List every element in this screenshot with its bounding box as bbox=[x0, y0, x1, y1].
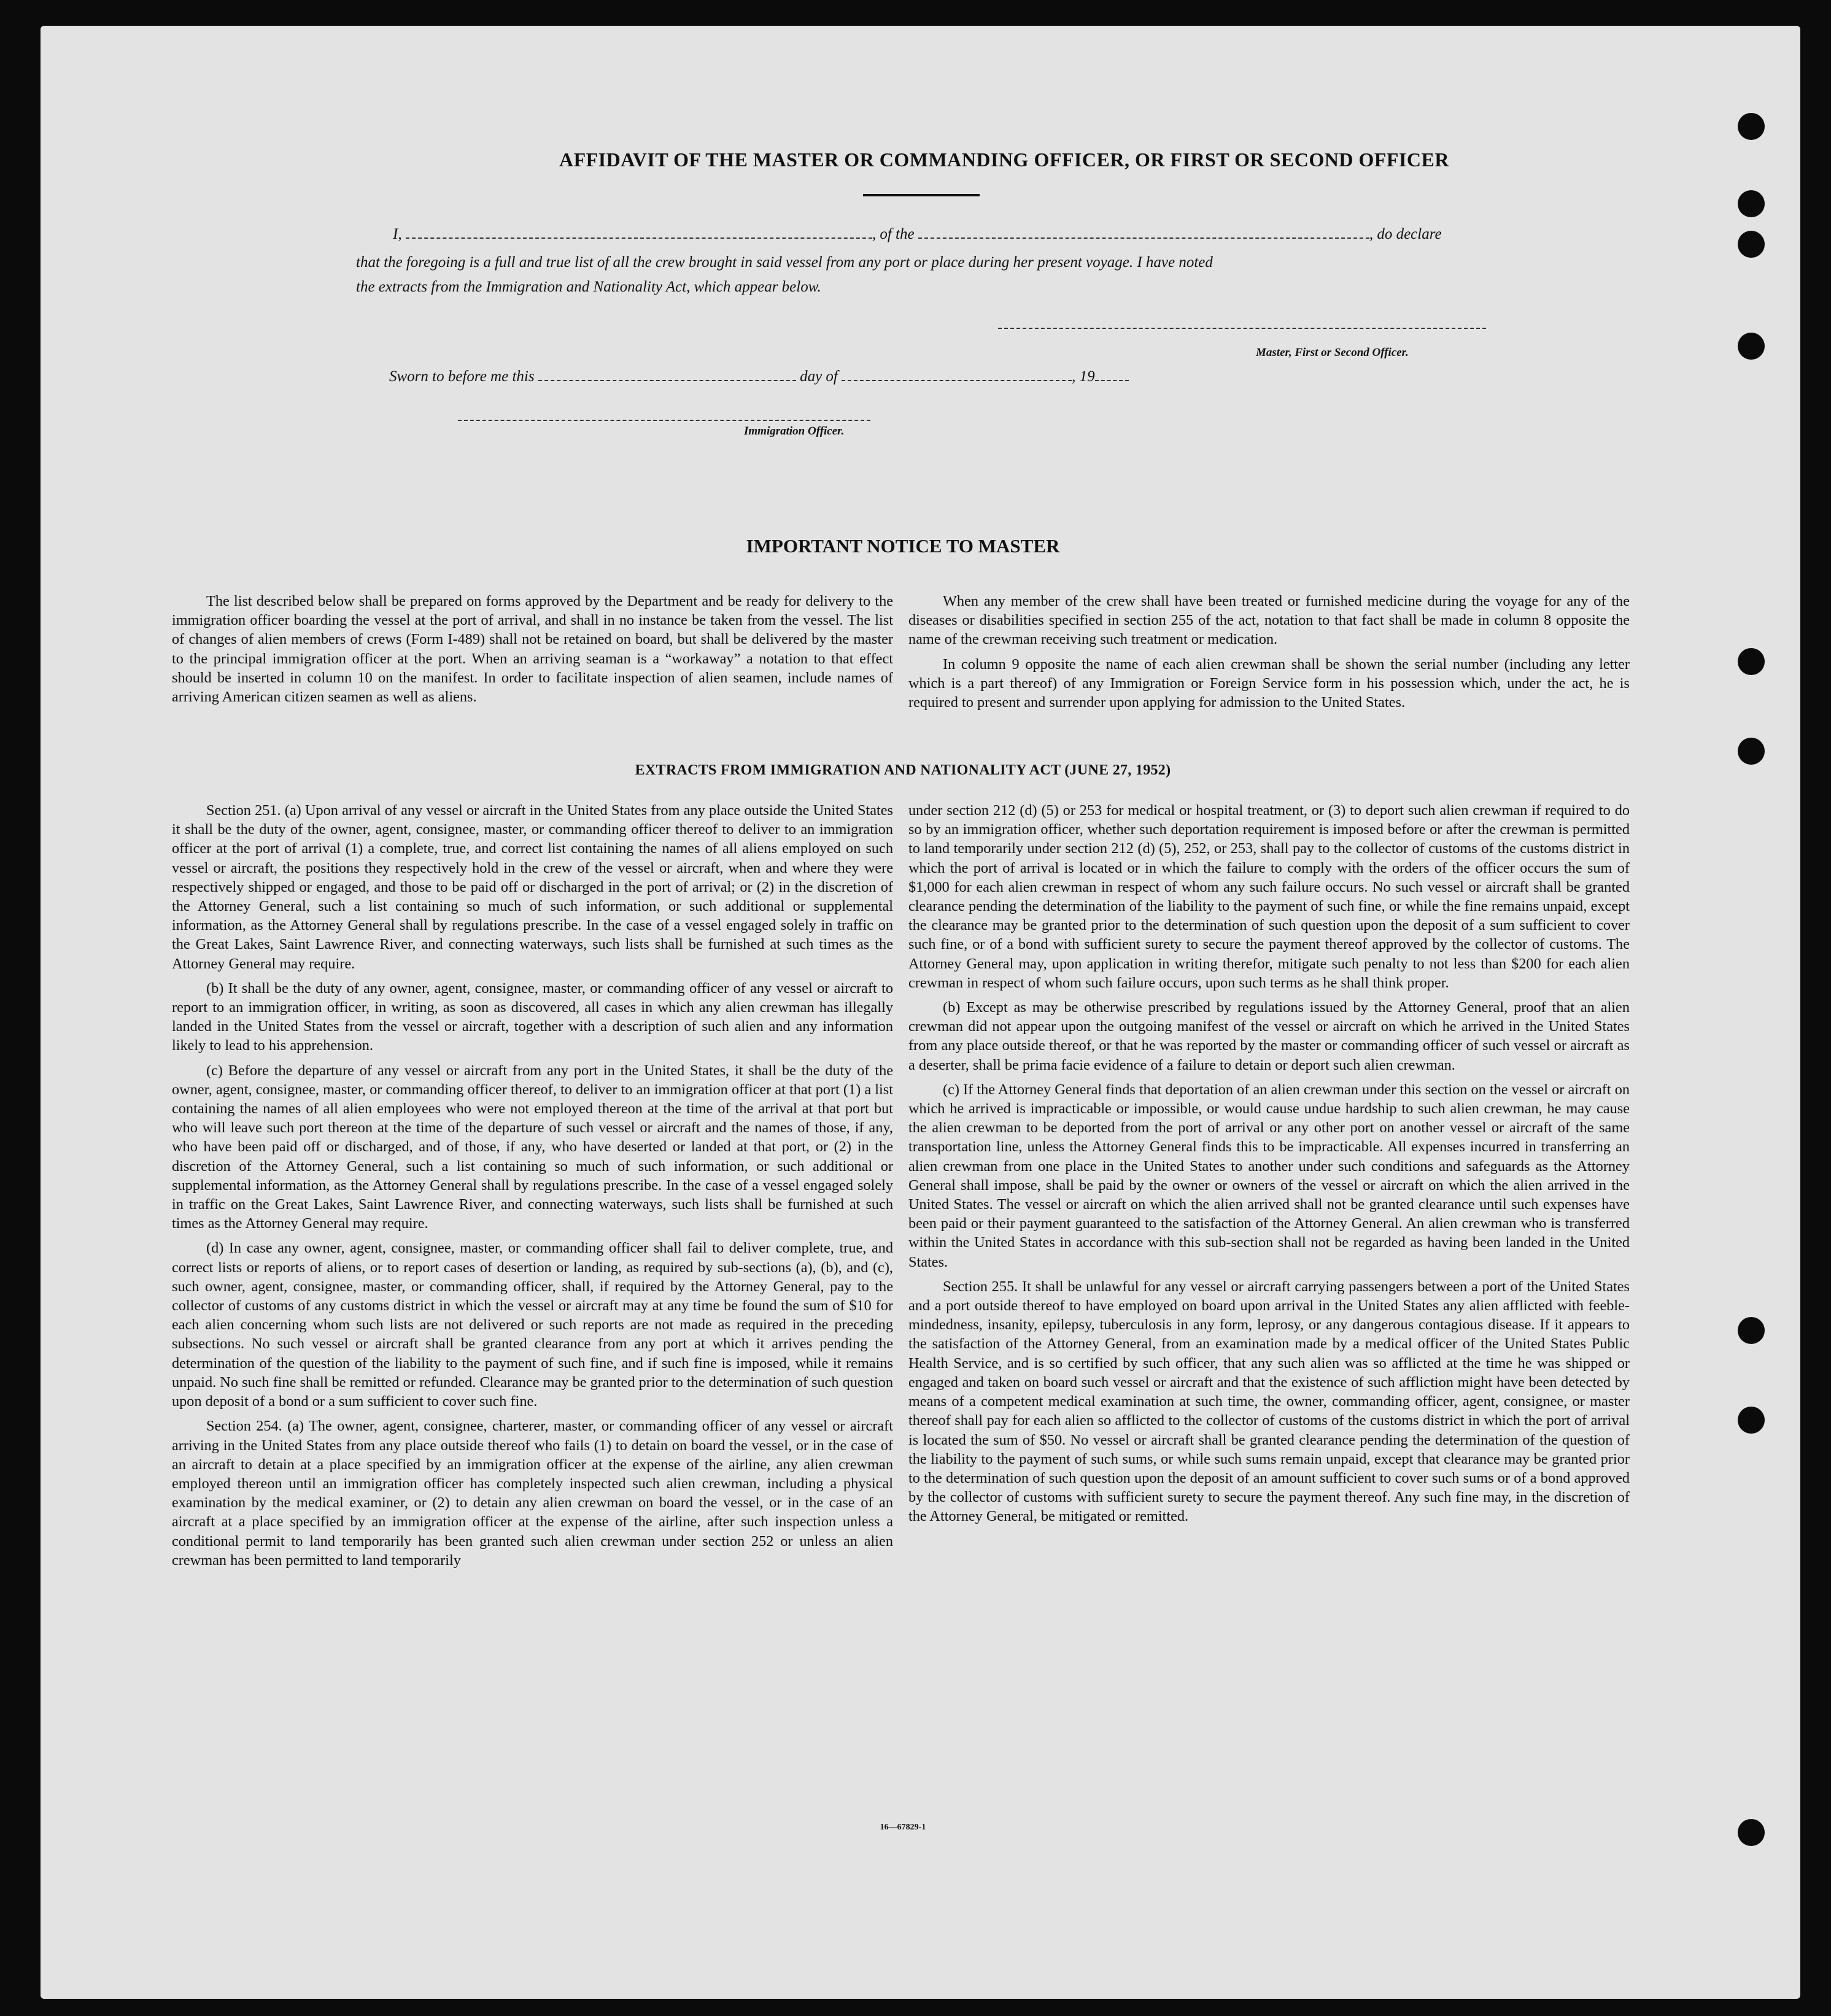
officer-signature-line[interactable] bbox=[458, 420, 870, 421]
extract-paragraph: Section 251. (a) Upon arrival of any vessel or aircraft in the United States from any place outside the United States it shall be the duty of the owner, agent, consignee, master, or commanding officer thereof to deliver to an immigration officer at the port of arrival (1) a complete, true, and correct list containing the names of all aliens employed on such vessel or aircraft, the positions they respectively hold in the crew of the vessel or aircraft, when and where they were respectively shipped or engaged, and those to be paid off or discharged in the port of arrival; or (2) in the discretion of the Attorney General, such a list containing so much of such information, or such additional or supplemental information, as the Attorney General shall by regulations prescribe. In the case of a vessel engaged solely in traffic on the Great Lakes, Saint Lawrence River, and connecting waterways, such lists shall be furnished at such times as the Attorney General may require. bbox=[172, 802, 893, 972]
binder-hole-icon bbox=[1738, 648, 1765, 675]
sworn-label: Sworn to before me this bbox=[389, 368, 535, 385]
sworn-line bbox=[389, 368, 1129, 385]
declaration-text-2: the extracts from the Immigration and Nationality Act, which appear below. bbox=[356, 279, 821, 295]
extracts-title: EXTRACTS FROM IMMIGRATION AND NATIONALITY ACT (JUNE 27, 1952) bbox=[635, 762, 1171, 778]
extract-paragraph: (c) Before the departure of any vessel or aircraft from any port in the United States, it shall be the duty of the owner, agent, consignee, master, or commanding officer thereof, to deliver to an immigration officer at that port (1) a list containing the names of all alien employees who were not employed thereon at the time of the arrival at that port but who will leave such port thereon at the time of the departure of such vessel or aircraft and the names of those, if any, who have been paid off or discharged, and of those, if any, who have deserted or landed at that port, or (2) in the discretion of the Attorney General, such a list containing so much of such information, or such additional or supplemental information, as the Attorney General shall by regulations prescribe. In the case of a vessel engaged solely in traffic on the Great Lakes, Saint Lawrence River, and connecting waterways, such lists shall be furnished at such times as the Attorney General may require. bbox=[172, 1062, 893, 1232]
binder-hole-icon bbox=[1738, 113, 1765, 140]
day-of-label: day of bbox=[800, 368, 838, 385]
binder-hole-icon bbox=[1738, 190, 1765, 217]
declarant-label: I, bbox=[393, 226, 402, 242]
binder-hole-icon bbox=[1738, 1317, 1765, 1344]
notice-paragraph: When any member of the crew shall have been treated or furnished medicine during the voyage for any of the diseases or disabilities specified in section 255 of the act, notation to that fact shall be made in column 8 opposite the name of the crewman receiving such treatment or medication. bbox=[908, 593, 1630, 648]
extracts-right-column bbox=[908, 801, 1630, 1532]
form-number: 16—67829-1 bbox=[880, 1823, 926, 1832]
extract-paragraph: Section 255. It shall be unlawful for any vessel or aircraft carrying passengers between a port of the United States and a port outside thereof to have employed on board upon arrival in the United States any alien afflicted with feeble-mindedness, insanity, epilepsy, tuberculosis in any form, leprosy, or any dangerous contagious disease. If it appears to the satisfaction of the Attorney General, from an examination made by a medical officer of the United States Public Health Service, and is so certified by such officer, that any such alien was so afflicted at the time he was shipped or engaged and taken on board such vessel or aircraft and that the existence of such affliction might have been detected by means of a competent medical examination at such time, the owner, commanding officer, agent, consignee, or master thereof shall pay for each alien so afflicted to the collector of customs of the customs district in which the port of arrival is located the sum of $50. No vessel or aircraft shall be granted clearance pending the determination of the question of the liability to the payment of such sums, or while such sums remain unpaid, except that clearance may be granted prior to the determination of such question upon the deposit of an amount sufficient to cover such sums or of a bond approved by the collector of customs with sufficient surety to secure the payment thereof. Any such fine may, in the discretion of the Attorney General, be mitigated or remitted. bbox=[908, 1278, 1630, 1525]
sworn-day-field[interactable] bbox=[538, 369, 796, 381]
declare-label: , do declare bbox=[1369, 226, 1442, 242]
officer-caption: Immigration Officer. bbox=[744, 425, 845, 438]
notice-left-column bbox=[172, 592, 893, 712]
form-page bbox=[41, 26, 1800, 1999]
binder-hole-icon bbox=[1738, 1407, 1765, 1434]
binder-hole-icon bbox=[1738, 231, 1765, 258]
binder-hole-icon bbox=[1738, 738, 1765, 765]
sworn-month-field[interactable] bbox=[842, 369, 1072, 381]
master-signature-line[interactable] bbox=[998, 328, 1486, 329]
extract-paragraph: (c) If the Attorney General finds that deportation of an alien crewman under this section on the vessel or aircraft on which he arrived is impracticable or impossible, or would cause undue hardship to such alien crewman, he may cause the alien crewman to be deported from the port of arrival or any other port on another vessel or aircraft of the same transportation line, unless the Attorney General finds this to be impracticable. All expenses incurred in transferring an alien crewman from one place in the United States to another under such conditions and safeguards as the Attorney General shall impose, shall be paid by the owner or owners of the vessel or aircraft on which the alien arrived in the United States. The vessel or aircraft on which the alien arrived shall not be granted clearance until such expenses have been paid or their payment guaranteed to the satisfaction of the Attorney General. An alien crewman who is transferred within the United States in accordance with this sub-section shall not be regarded as having been landed in the United States. bbox=[908, 1081, 1630, 1270]
notice-title: IMPORTANT NOTICE TO MASTER bbox=[746, 535, 1060, 557]
affidavit-title: AFFIDAVIT OF THE MASTER OR COMMANDING OFFICER, OR FIRST OR SECOND OFFICER bbox=[559, 149, 1449, 171]
extract-paragraph: under section 212 (d) (5) or 253 for medical or hospital treatment, or (3) to deport such alien crewman if required to do so by an immigration officer, whether such deportation requirement is imposed before or after the crewman is permitted to land temporarily under section 212 (d) (5), 252, or 253, shall pay to the collector of customs of the customs district in which the port of arrival is located or in which the failure to comply with the orders of the officer occurs the sum of $1,000 for each alien crewman in respect of whom any such failure occurs. No such vessel or aircraft shall be granted clearance pending the determination of the liability to the payment of such fine, or while the fine remains unpaid, except the clearance may be granted prior to the determination of such question upon the deposit of a sum sufficient to cover such fine, or of a bond with sufficient surety to secure the payment thereof approved by the collector of customs. The Attorney General may, upon application in writing therefor, mitigate such penalty to not less than $200 for each alien crewman in respect of whom such failure occurs, upon such terms as he shall think proper. bbox=[908, 802, 1630, 991]
notice-right-column bbox=[908, 592, 1630, 717]
extract-paragraph: (d) In case any owner, agent, consignee, master, or commanding officer shall fail to deliver complete, true, and correct lists or reports of aliens, or to report cases of desertion or landing, as required by sub-sections (a), (b), and (c), such owner, agent, consignee, master, or commanding officer, shall, if required by the Attorney General, pay to the collector of customs of any customs district in which the vessel or aircraft may at any time be found the sum of $10 for each alien concerning whom such lists are not delivered or such reports are not made as required in the preceding subsections. No such vessel or aircraft shall be granted clearance from any port at which it arrives pending the determination of the question of the liability to the payment of such fine, and if such fine is imposed, while it remains unpaid. No such fine shall be remitted or refunded. Clearance may be granted prior to the determination of such question upon deposit of a bond or a sum sufficient to cover such fine. bbox=[172, 1240, 893, 1410]
extract-paragraph: (b) It shall be the duty of any owner, agent, consignee, master, or commanding officer of any vessel or aircraft to report to an immigration officer, in writing, as soon as discovered, all cases in which any alien crewman has illegally landed in the United States from the vessel or aircraft, together with a description of such alien and any information likely to lead to his apprehension. bbox=[172, 979, 893, 1054]
sworn-year-field[interactable] bbox=[1095, 369, 1129, 381]
notice-paragraph: In column 9 opposite the name of each alien crewman shall be shown the serial number (including any letter which is a part thereof) of any Immigration or Foreign Service form in his possession which, under the act, he is required to present and surrender upon applying for admission to the United States. bbox=[908, 655, 1630, 711]
vessel-label: , of the bbox=[872, 226, 915, 242]
year-label: , 19 bbox=[1072, 368, 1095, 385]
notice-paragraph: The list described below shall be prepared on forms approved by the Department and be ready for delivery to the immigration officer boarding the vessel at the port of arrival, and shall in no instance be taken from the vessel. The list of changes of alien members of crews (Form I-489) shall not be retained on board, but shall be delivered by the master to the principal immigration officer at the port. When an arriving seaman is a “workaway” a notation to that effect should be inserted in column 10 on the manifest. In order to facilitate inspection of alien seamen, include names of arriving American citizen seamen as well as aliens. bbox=[172, 593, 893, 706]
declaration-text-1: that the foregoing is a full and true list of all the crew brought in said vessel from any port or place during her present voyage. I have noted bbox=[356, 254, 1213, 271]
binder-hole-icon bbox=[1738, 333, 1765, 360]
extract-paragraph: Section 254. (a) The owner, agent, consignee, charterer, master, or commanding officer of any vessel or aircraft arriving in the United States from any place outside thereof who fails (1) to detain on board the vessel, or in the case of an aircraft to detain at a place specified by an immigration officer at the expense of the airline, any alien crewman employed thereon until an immigration officer has completely inspected such alien crewman, including a physical examination by the medical examiner, or (2) to detain any alien crewman on board the vessel, or in the case of an aircraft at a place specified by an immigration officer at the expense of the airline, after such inspection unless a conditional permit to land temporarily has been granted such alien crewman under section 252 or unless an alien crewman has been permitted to land temporarily bbox=[172, 1418, 893, 1569]
declarant-line bbox=[393, 226, 1442, 243]
master-caption: Master, First or Second Officer. bbox=[1256, 346, 1409, 359]
vessel-name-field[interactable] bbox=[918, 226, 1369, 239]
declarant-name-field[interactable] bbox=[406, 226, 872, 239]
title-rule bbox=[863, 194, 980, 196]
extracts-left-column bbox=[172, 801, 893, 1575]
extract-paragraph: (b) Except as may be otherwise prescribed by regulations issued by the Attorney General, proof that an alien crewman did not appear upon the outgoing manifest of the vessel or aircraft on which he arrived in the United States from any place outside thereof, or that he was reported by the master or commanding officer of such vessel or aircraft as a deserter, shall be prima facie evidence of a failure to detain or deport such alien crewman. bbox=[908, 999, 1630, 1073]
